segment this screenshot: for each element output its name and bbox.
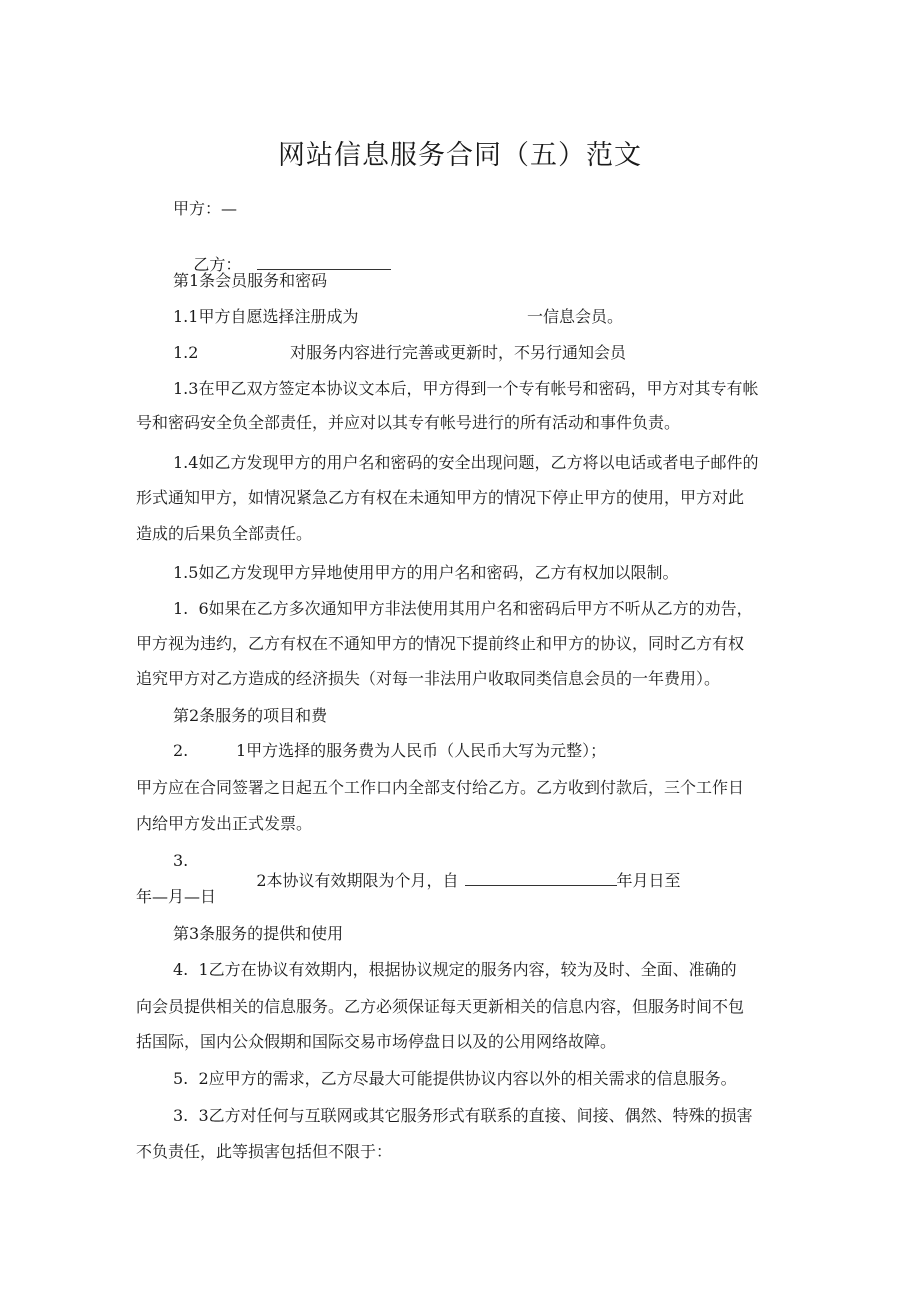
article-2-heading: 第2条服务的项目和费 [173,706,328,725]
clause-2-2-line-2: 年—月—日 [136,887,217,906]
clause-2-2-line-1 [236,851,681,911]
document-title: 网站信息服务合同（五）范文 [278,140,642,171]
clause-3-2: 5. 2应甲方的需求，乙方尽最大可能提供协议内容以外的相关需求的信息服务。 [173,1069,737,1088]
clause-2-1-line-3: 内给甲方发出正式发票。 [136,814,313,833]
clause-1-4-line-3: 造成的后果负全部责任。 [136,524,313,543]
clause-2-2-date-suffix: 年月日至 [616,871,681,890]
clause-3-1-line-3: 括国际，国内公众假期和国际交易市场停盘日以及的公用网络故障。 [136,1032,617,1051]
clause-1-6-line-1: 1. 6如果在乙方多次通知甲方非法使用其用户名和密码后甲方不听从乙方的劝告， [173,599,753,618]
clause-1-4-line-2: 形式通知甲方，如情况紧急乙方有权在未通知甲方的情况下停止甲方的使用，甲方对此 [136,488,745,507]
clause-2-1-text: 1甲方选择的服务费为人民币（人民币大写为元整）； [236,741,607,760]
party-a-line: 甲方：— [173,199,238,218]
clause-1-6-line-3: 追究甲方对乙方造成的经济损失（对每一非法用户收取同类信息会员的一年费用）。 [136,669,721,688]
clause-1-4-line-1: 1.4如乙方发现甲方的用户名和密码的安全出现问题，乙方将以电话或者电子邮件的 [173,453,759,472]
date-blank [465,871,617,886]
party-b-blank [257,255,391,270]
clause-2-2-text: 2本协议有效期限为个月，自 [256,871,459,890]
clause-2-1-number: 2. [173,741,189,760]
clause-3-3-line-2: 不负责任，此等损害包括但不限于： [136,1142,393,1161]
clause-3-3-line-1: 3. 3乙方对任何与互联网或其它服务形式有联系的直接、间接、偶然、特殊的损害 [173,1106,753,1125]
clause-1-5: 1.5如乙方发现甲方异地使用甲方的用户名和密码，乙方有权加以限制。 [173,563,679,582]
clause-2-2-number: 3. [173,851,189,870]
party-b-label: 乙方： [193,255,242,274]
clause-3-1-line-1: 4. 1乙方在协议有效期内，根据协议规定的服务内容，较为及时、全面、准确的 [173,960,737,979]
clause-3-1-line-2: 向会员提供相关的信息服务。乙方必须保证每天更新相关的信息内容，但服务时间不包 [136,997,745,1016]
clause-1-6-line-2: 甲方视为违约，乙方有权在不通知甲方的情况下提前终止和甲方的协议，同时乙方有权 [136,634,745,653]
clause-2-1-line-2: 甲方应在合同签署之日起五个工作口内全部支付给乙方。乙方收到付款后，三个工作日 [136,778,745,797]
clause-1-3-line-1: 1.3在甲乙双方签定本协议文本后，甲方得到一个专有帐号和密码，甲方对其专有帐 [173,379,759,398]
clause-1-1-start: 1.1甲方自愿选择注册成为 [173,307,359,326]
article-3-heading: 第3条服务的提供和使用 [173,924,344,943]
clause-1-3-line-2: 号和密码安全负全部责任，并应对以其专有帐号进行的所有活动和事件负责。 [136,413,681,432]
clause-1-1-end: 一信息会员。 [527,307,624,326]
clause-1-2-number: 1.2 [173,343,199,362]
clause-1-2-text: 对服务内容进行完善或更新时，不另行通知会员 [290,343,627,362]
article-1-heading: 第1条会员服务和密码 [173,271,328,290]
